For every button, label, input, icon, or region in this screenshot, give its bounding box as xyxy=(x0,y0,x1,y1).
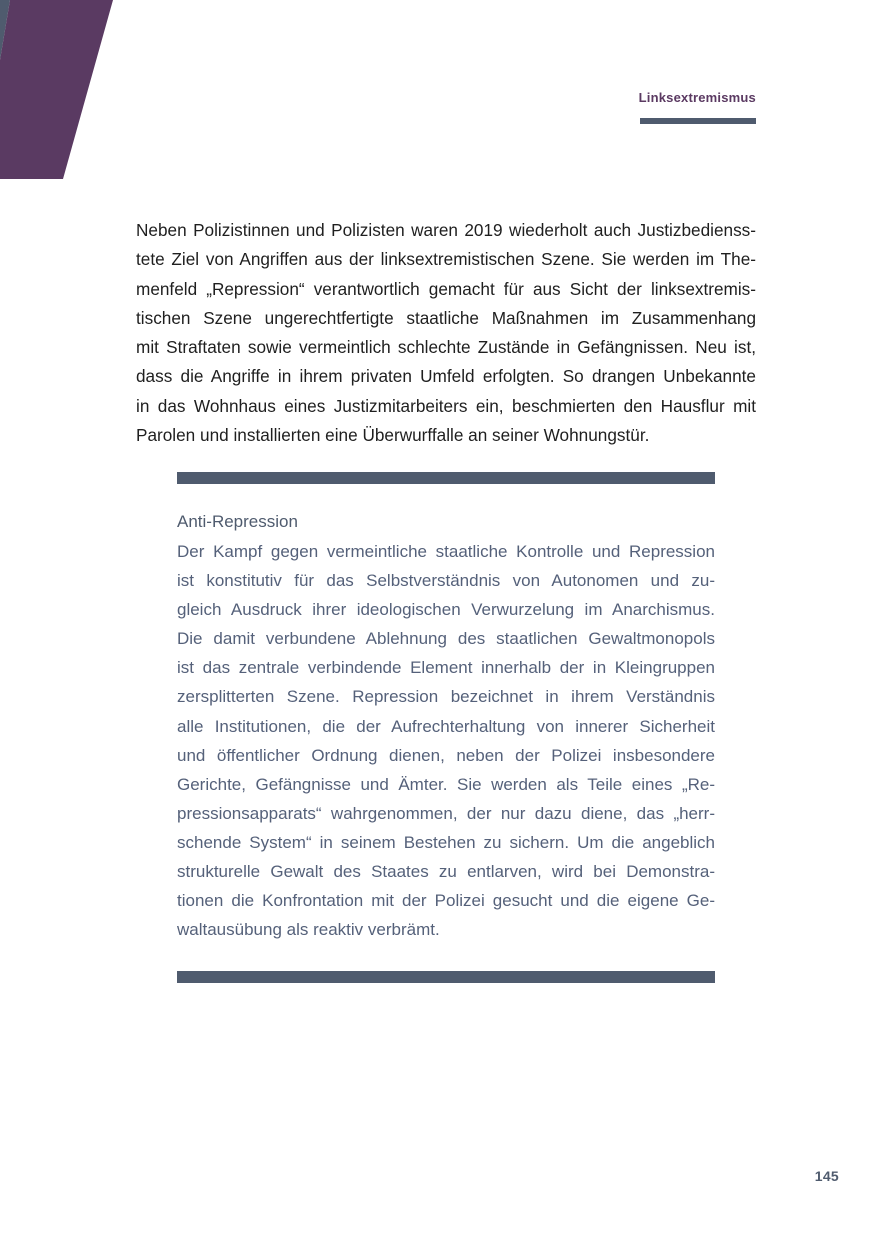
paragraph-line: tischen Szene ungerechtfertigte staatliche Maßnahmen im Zusammenhang xyxy=(136,307,756,328)
infobox-line: waltausübung als reaktiv verbrämt. xyxy=(177,920,440,940)
paragraph-line: Parolen und installierten eine Überwurffalle an seiner Wohnungstür. xyxy=(136,425,650,446)
infobox-line: Gerichte, Gefängnisse und Ämter. Sie werden als Teile eines „Re- xyxy=(177,774,715,794)
corner-purple-shape xyxy=(0,0,113,179)
infobox-top-rule xyxy=(177,472,715,484)
infobox-line: ist das zentrale verbindende Element innerhalb der in Kleingruppen xyxy=(177,658,715,678)
infobox-line: schende System“ in seinem Bestehen zu sichern. Um die angeblich xyxy=(177,832,715,852)
section-title-underline xyxy=(640,118,756,124)
paragraph-line: in das Wohnhaus eines Justizmitarbeiters ein, beschmierten den Hausflur mit xyxy=(136,395,756,416)
paragraph-line: mit Straftaten sowie vermeintlich schlechte Zustände in Gefängnissen. Neu ist, xyxy=(136,337,756,358)
paragraph-line: Neben Polizistinnen und Polizisten waren 2019 wiederholt auch Justizbedienss- xyxy=(136,220,756,240)
infobox-line: pressionsapparats“ wahrgenommen, der nur dazu diene, das „herr- xyxy=(177,803,715,823)
infobox-line: alle Institutionen, die der Aufrechterhaltung von innerer Sicherheit xyxy=(177,716,715,736)
infobox-heading: Anti-Repression xyxy=(177,512,298,531)
paragraph-line: menfeld „Repression“ verantwortlich gemacht für aus Sicht der linksextremis- xyxy=(136,278,756,299)
infobox-bottom-rule xyxy=(177,971,715,983)
infobox-line: ist konstitutiv für das Selbstverständnis von Autonomen und zu- xyxy=(177,571,715,591)
main-paragraph xyxy=(136,216,756,450)
infobox-line: tionen die Konfrontation mit der Polizei gesucht und die eigene Ge- xyxy=(177,891,715,911)
paragraph-line: tete Ziel von Angriffen aus der linksextremistischen Szene. Sie werden im The- xyxy=(136,249,756,270)
section-title: Linksextremismus xyxy=(638,90,756,105)
corner-decoration xyxy=(0,0,115,180)
infobox-line: und öffentlicher Ordnung dienen, neben der Polizei insbesondere xyxy=(177,745,715,765)
infobox-line: strukturelle Gewalt des Staates zu entlarven, wird bei Demonstra- xyxy=(177,862,715,882)
page-number: 145 xyxy=(814,1168,839,1184)
paragraph-line: dass die Angriffe in ihrem privaten Umfeld erfolgten. So drangen Unbekannte xyxy=(136,366,756,387)
infobox-line: Der Kampf gegen vermeintliche staatliche Kontrolle und Repression xyxy=(177,542,715,561)
infobox-text xyxy=(177,537,715,944)
infobox-line: zersplitterten Szene. Repression bezeichnet in ihrem Verständnis xyxy=(177,687,715,707)
infobox-line: Die damit verbundene Ablehnung des staatlichen Gewaltmonopols xyxy=(177,629,715,649)
infobox-line: gleich Ausdruck ihrer ideologischen Verwurzelung im Anarchismus. xyxy=(177,600,715,620)
